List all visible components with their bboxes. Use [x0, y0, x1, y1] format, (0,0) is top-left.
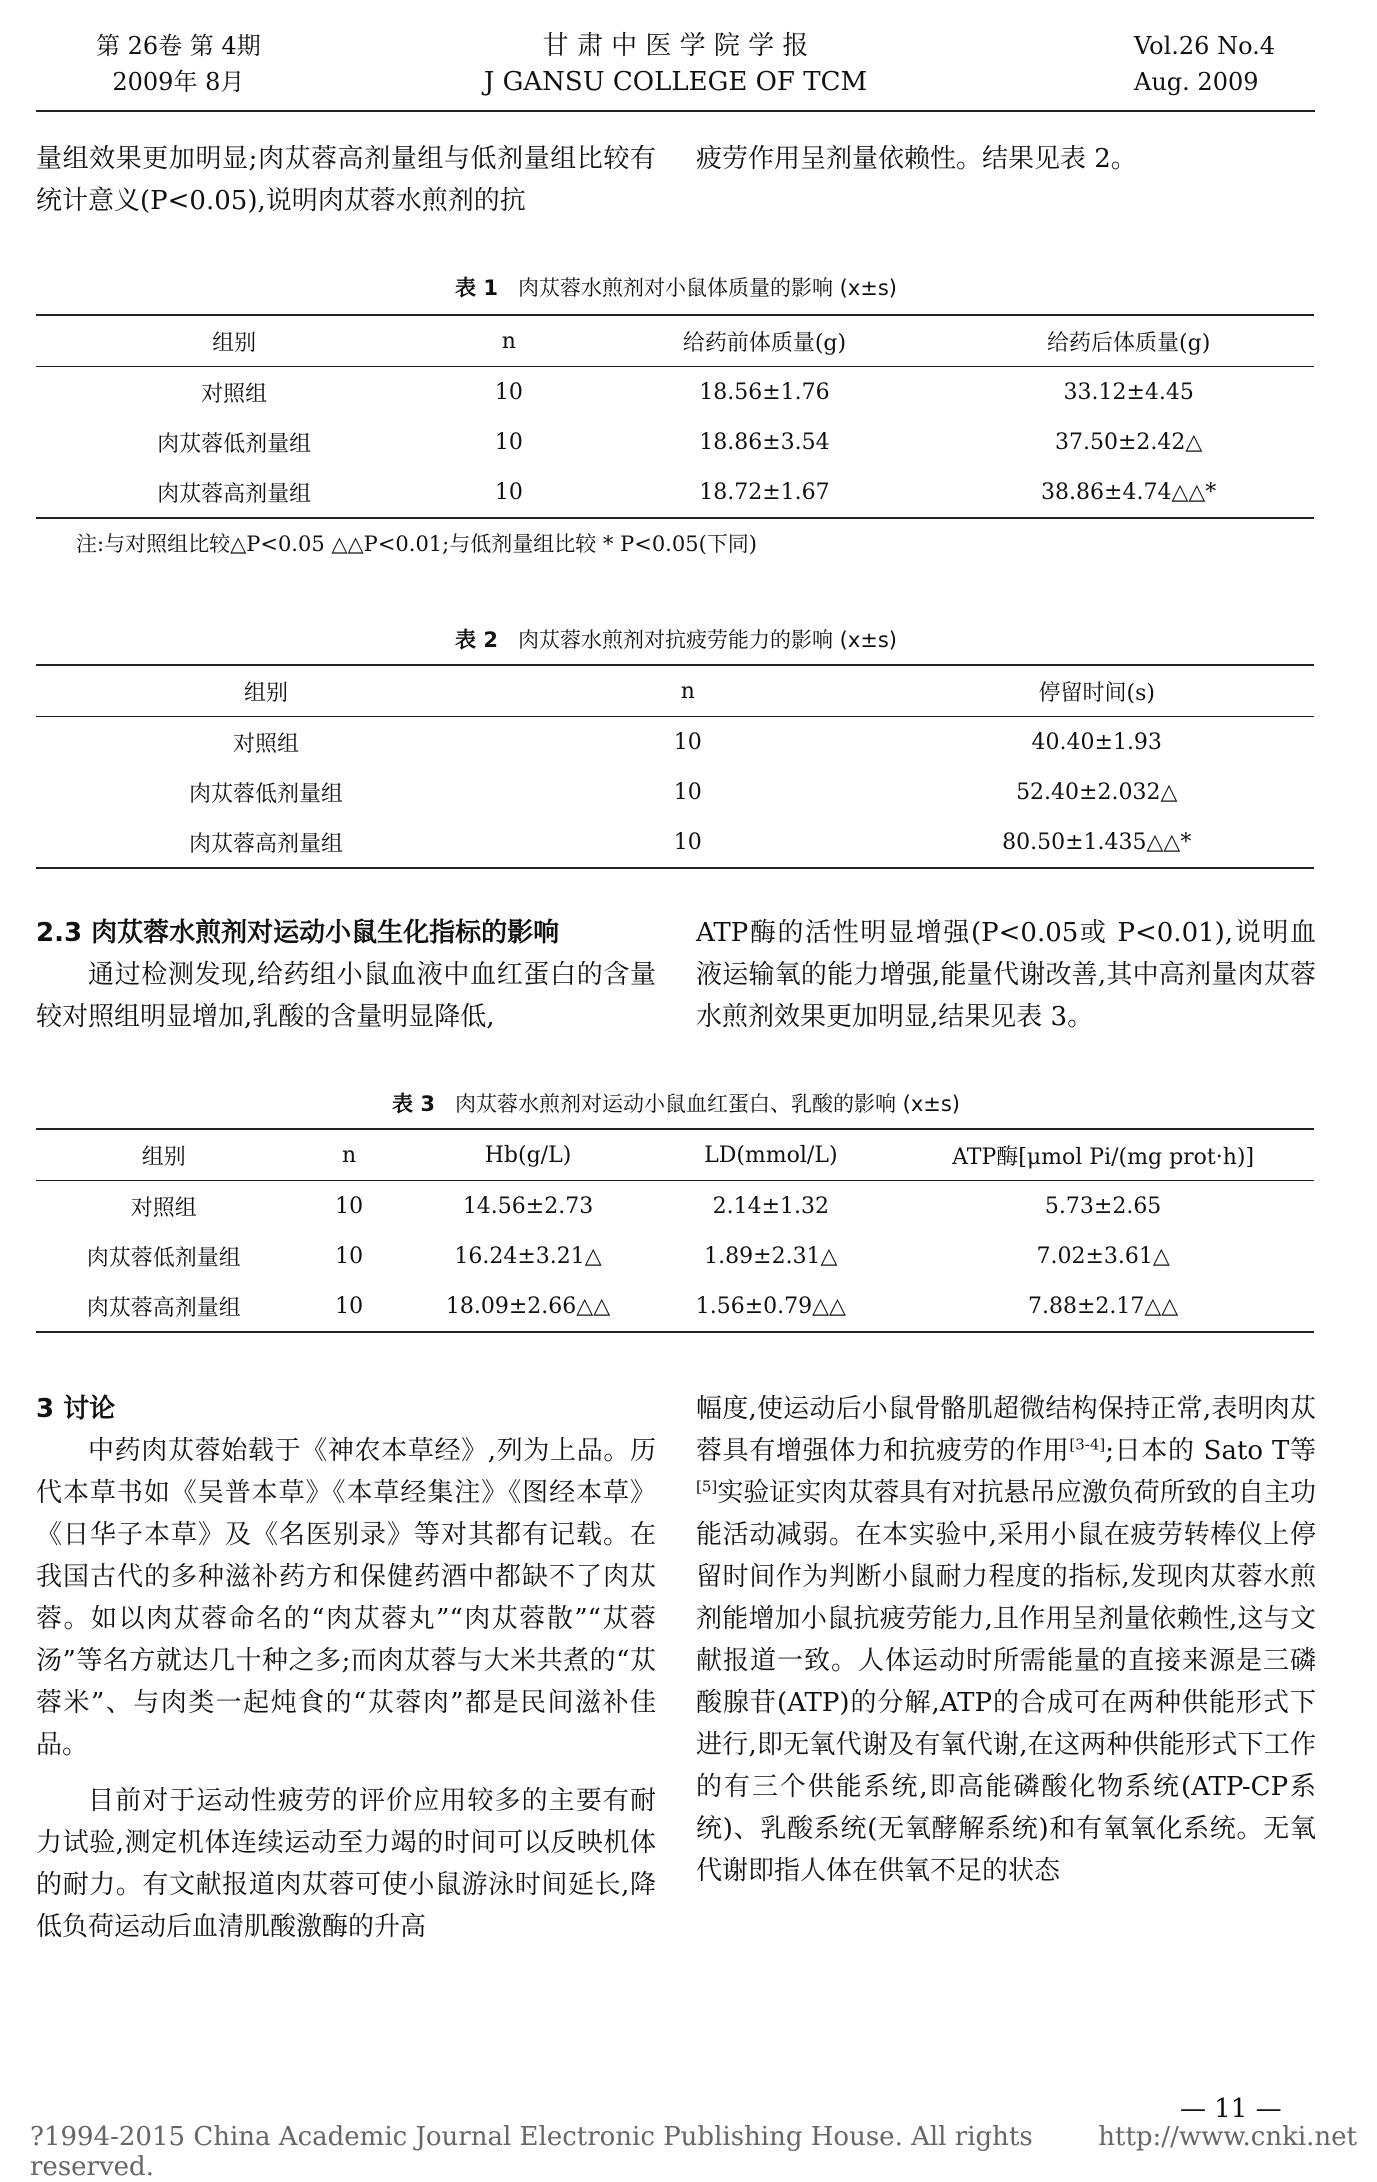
cell: 38.86±4.74△△*: [943, 467, 1314, 518]
cell: 18.56±1.76: [699, 379, 830, 405]
cell: 肉苁蓉高剂量组: [36, 1281, 292, 1332]
cell: 14.56±2.73: [462, 1193, 594, 1219]
table3-caption: [36, 1088, 1316, 1118]
table-row: [36, 1231, 1314, 1281]
section-2-3-left: [36, 912, 656, 1038]
top-text: [36, 138, 1316, 228]
cell: 10: [673, 729, 702, 755]
issue-date: 2009年 8月: [112, 68, 245, 96]
col-header-n: n: [496, 665, 879, 717]
cell: 18.09±2.66△△: [407, 1281, 650, 1332]
table2-label: 表 2: [455, 628, 498, 652]
cell: 18.72±1.67: [586, 467, 944, 518]
table-header-row: [36, 1129, 1314, 1181]
cell: 肉苁蓉低剂量组: [189, 781, 344, 807]
cell: 肉苁蓉高剂量组: [36, 817, 496, 868]
col-header-group: 组别: [36, 1129, 292, 1181]
header-rule: [36, 110, 1315, 112]
table1-title: 肉苁蓉水煎剂对小鼠体质量的影响 (x±s): [517, 276, 897, 300]
discussion-paragraph-2: 目前对于运动性疲劳的评价应用较多的主要有耐力试验,测定机体连续运动至力竭的时间可以反映机体的耐力。有文献报道肉苁蓉可使小鼠游泳时间延长,降低负荷运动后血清肌酸激酶的升高: [36, 1786, 656, 1942]
cell: 对照组: [130, 1195, 197, 1221]
discussion-section: [36, 1388, 1316, 2038]
cell: 10: [335, 1193, 364, 1219]
cell: 对照组: [233, 731, 300, 757]
table-header-row: [36, 315, 1314, 367]
top-left-paragraph: 量组效果更加明显;肉苁蓉高剂量组与低剂量组比较有统计意义(P<0.05),说明肉苁蓉水煎剂的抗: [36, 144, 656, 216]
table2: [36, 664, 1314, 869]
copyright-text: ?1994-2015 China Academic Journal Electronic Publishing House. All rights reserved.: [30, 2122, 1033, 2182]
cell: 10: [673, 779, 702, 805]
citation-3-4[interactable]: [3-4]: [1069, 1435, 1106, 1454]
table1-note: 注:与对照组比较△P<0.05 △△P<0.01;与低剂量组比较 * P<0.05(下同): [76, 532, 757, 556]
section-2-3-right-paragraph: ATP酶的活性明显增强(P<0.05或 P<0.01),说明血液运输氧的能力增强,能量代谢改善,其中高剂量肉苁蓉水煎剂效果更加明显,结果见表 3。: [696, 918, 1316, 1032]
journal-title: [36, 28, 1315, 100]
cell: 1.56±0.79△△: [649, 1281, 892, 1332]
journal-title-en: J GANSU COLLEGE OF TCM: [483, 67, 868, 97]
table-row: [36, 817, 1314, 868]
discussion-paragraph-1: 中药肉苁蓉始载于《神农本草经》,列为上品。历代本草书如《吴普本草》《本草经集注》《图经本草》《日华子本草》及《名医别录》等对其都有记载。在我国古代的多种滋补药方和保健药酒中都缺不了肉苁蓉。如以肉苁蓉命名的“肉苁蓉丸”“肉苁蓉散”“苁蓉汤”等名方就达几十种之多;而肉苁蓉与大米共煮的“苁蓉米”、与肉类一起炖食的“苁蓉肉”都是民间滋补佳品。: [36, 1436, 656, 1760]
volume-issue-en: Vol.26 No.4: [1134, 32, 1275, 60]
cnki-link[interactable]: http://www.cnki.net: [1098, 2122, 1357, 2152]
col-header-weight-before: 给药前体质量(g): [586, 315, 944, 367]
cell: 肉苁蓉高剂量组: [36, 467, 432, 518]
cell: 肉苁蓉低剂量组: [157, 431, 312, 457]
journal-title-cn: 甘 肃 中 医 学 院 学 报: [542, 31, 809, 61]
table-row: [36, 1181, 1314, 1232]
table2-title: 肉苁蓉水煎剂对抗疲劳能力的影响 (x±s): [517, 628, 897, 652]
cell: 10: [292, 1281, 407, 1332]
section-heading: 2.3 肉苁蓉水煎剂对运动小鼠生化指标的影响: [36, 918, 560, 948]
cell: 10: [432, 467, 585, 518]
cell: 16.24±3.21△: [454, 1243, 602, 1269]
cell: 40.40±1.93: [1031, 729, 1162, 755]
cell: 对照组: [201, 381, 268, 407]
volume-issue: 第 26卷 第 4期: [96, 32, 261, 60]
col-header-ld: LD(mmol/L): [649, 1129, 892, 1181]
cell: 52.40±2.032△: [1016, 779, 1178, 805]
cell: 10: [494, 379, 523, 405]
col-header-atpase: ATP酶[μmol Pi/(mg prot·h)]: [892, 1129, 1314, 1181]
discussion-right-text-b: ;日本的 Sato T等: [1105, 1436, 1316, 1466]
table1-label: 表 1: [455, 276, 498, 300]
section-heading-discussion: 3 讨论: [36, 1394, 116, 1424]
section-2-3-left-paragraph: 通过检测发现,给药组小鼠血液中血红蛋白的含量较对照组明显增加,乳酸的含量明显降低,: [36, 960, 656, 1032]
cell: 5.73±2.65: [1044, 1193, 1162, 1219]
table1: [36, 314, 1314, 519]
table-row: [36, 767, 1314, 817]
issue-date-en: Aug. 2009: [1134, 68, 1259, 96]
table1-caption: [36, 272, 1316, 302]
table-row: [36, 1281, 1314, 1332]
cell: 1.89±2.31△: [704, 1243, 838, 1269]
cell: 2.14±1.32: [712, 1193, 830, 1219]
cell: 37.50±2.42△: [1055, 429, 1203, 455]
col-header-hb: Hb(g/L): [407, 1129, 650, 1181]
section-2-3: [36, 912, 1316, 1042]
col-header-weight-after: 给药后体质量(g): [943, 315, 1314, 367]
page-number: — 11 —: [1180, 2094, 1282, 2124]
col-header-n: n: [432, 315, 585, 367]
issue-info-en: [1134, 28, 1275, 100]
table3-title: 肉苁蓉水煎剂对运动小鼠血红蛋白、乳酸的影响 (x±s): [454, 1092, 960, 1116]
table-row: [36, 717, 1314, 768]
cell: 10: [494, 429, 523, 455]
cell: 10: [335, 1243, 364, 1269]
col-header-stay-time: 停留时间(s): [879, 665, 1314, 717]
discussion-left: [36, 1388, 656, 1948]
table3: [36, 1128, 1314, 1333]
discussion-right: [696, 1388, 1316, 1892]
table-header-row: [36, 665, 1314, 717]
journal-header: [36, 28, 1315, 104]
cell: 7.88±2.17△△: [892, 1281, 1314, 1332]
cell: 33.12±4.45: [1063, 379, 1194, 405]
col-header-group: 组别: [36, 665, 496, 717]
cell: 80.50±1.435△△*: [879, 817, 1314, 868]
cell: 7.02±3.61△: [1036, 1243, 1170, 1269]
discussion-right-text-c: 实验证实肉苁蓉具有对抗悬吊应激负荷所致的自主功能活动减弱。在本实验中,采用小鼠在疲劳转棒仪上停留时间作为判断小鼠耐力程度的指标,发现肉苁蓉水煎剂能增加小鼠抗疲劳能力,且作用呈剂量依赖性,这与文献报道一致。人体运动时所需能量的直接来源是三磷酸腺苷(ATP)的分解,ATP的合成可在两种供能形式下进行,即无氧代谢及有氧代谢,在这两种供能形式下工作的有三个供能系统,即高能磷酸化物系统(ATP-CP系统)、乳酸系统(无氧酵解系统)和有氧氧化系统。无氧代谢即指人体在供氧不足的状态: [696, 1478, 1316, 1886]
table-row: [36, 367, 1314, 418]
citation-5[interactable]: [5]: [696, 1477, 718, 1496]
copyright-footer: [30, 2122, 1357, 2182]
col-header-group: 组别: [36, 315, 432, 367]
col-header-n: n: [292, 1129, 407, 1181]
top-right-paragraph: 疲劳作用呈剂量依赖性。结果见表 2。: [696, 144, 1137, 174]
cell: 肉苁蓉低剂量组: [86, 1245, 241, 1271]
table-row: [36, 467, 1314, 518]
cell: 18.86±3.54: [699, 429, 830, 455]
table-row: [36, 417, 1314, 467]
table2-caption: [36, 624, 1316, 654]
table3-label: 表 3: [392, 1092, 435, 1116]
cell: 10: [496, 817, 879, 868]
discussion-right-text-a: 幅度,使运动后小鼠骨骼肌超微结构保持正常,表明肉苁蓉具有增强体力和抗疲劳的作用: [696, 1394, 1316, 1466]
